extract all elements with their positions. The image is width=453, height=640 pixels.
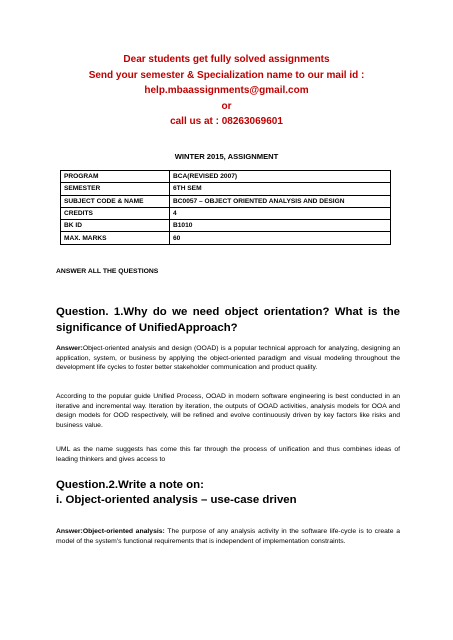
info-value-cell: B1010 [170,220,391,232]
info-value-cell: 4 [170,207,391,219]
info-table-row [61,183,391,195]
info-table-row [61,171,391,183]
promo-email: help.mbaassignments@gmail.com [144,85,309,96]
answer-1-paragraph-3: UML as the name suggests has come this far through the process of unification and thus combines ideas of leading thinkers and gives access to [56,446,400,463]
info-table [60,170,391,245]
info-key-cell: PROGRAM [61,171,170,183]
question-2-line-1: Question.2.Write a note on: [56,479,204,491]
info-key-cell: SEMESTER [61,183,170,195]
assignment-title: WINTER 2015, ASSIGNMENT [174,152,279,161]
info-table-row [61,232,391,244]
info-key-cell: BK ID [61,220,170,232]
info-value-cell: 60 [170,232,391,244]
promo-banner [0,52,453,130]
info-table-row [61,220,391,232]
info-key-cell: SUBJECT CODE & NAME [61,195,170,207]
question-1-heading: Question. 1.Why do we need object orientation? What is the significance of UnifiedApproach? [56,306,400,334]
promo-line-2: Send your semester & Specialization name to our mail id : [88,69,365,81]
info-value-cell: BC0057 – OBJECT ORIENTED ANALYSIS AND DESIGN [170,195,391,207]
info-key-cell: CREDITS [61,207,170,219]
answer-2-label: Answer:Object-oriented analysis: [56,528,165,535]
promo-or: or [221,100,232,112]
info-value-cell: 6TH SEM [170,183,391,195]
info-key-cell: MAX. MARKS [61,232,170,244]
answer-label: Answer: [56,345,83,352]
question-2-line-2: i. Object-oriented analysis – use-case driven [56,494,297,506]
info-value-cell: BCA(REVISED 2007) [170,171,391,183]
answer-all-instruction: ANSWER ALL THE QUESTIONS [56,268,159,275]
answer-2-text: The purpose of any analysis activity in the software life-cycle is to create a model of the system's functional requirements that is independent of implementation constraints. [56,528,400,545]
question-2-heading [56,478,297,508]
answer-1-paragraph-1 [56,344,400,373]
promo-line-1: Dear students get fully solved assignments [123,54,330,65]
answer-2-paragraph [56,527,400,546]
answer-1-paragraph-2: According to the popular guide Unified Process, OOAD in modern software engineering is best conducted in an iterative and incremental way. Iteration by iteration, the outputs of OOAD activities, analysis models for OOA and design models for OOD respectively, will be refined and evolve continuously driven by key factors like risks and business value. [56,393,400,429]
info-table-row [61,207,391,219]
promo-phone: call us at : 08263069601 [170,116,283,127]
answer-1-text: Object-oriented analysis and design (OOAD) is a popular technical approach for analyzing, designing an application, system, or business by applying the object-oriented paradigm and visual modeling throughout the development life cycles to foster better stakeholder communication and product quality. [56,345,400,372]
info-table-row [61,195,391,207]
